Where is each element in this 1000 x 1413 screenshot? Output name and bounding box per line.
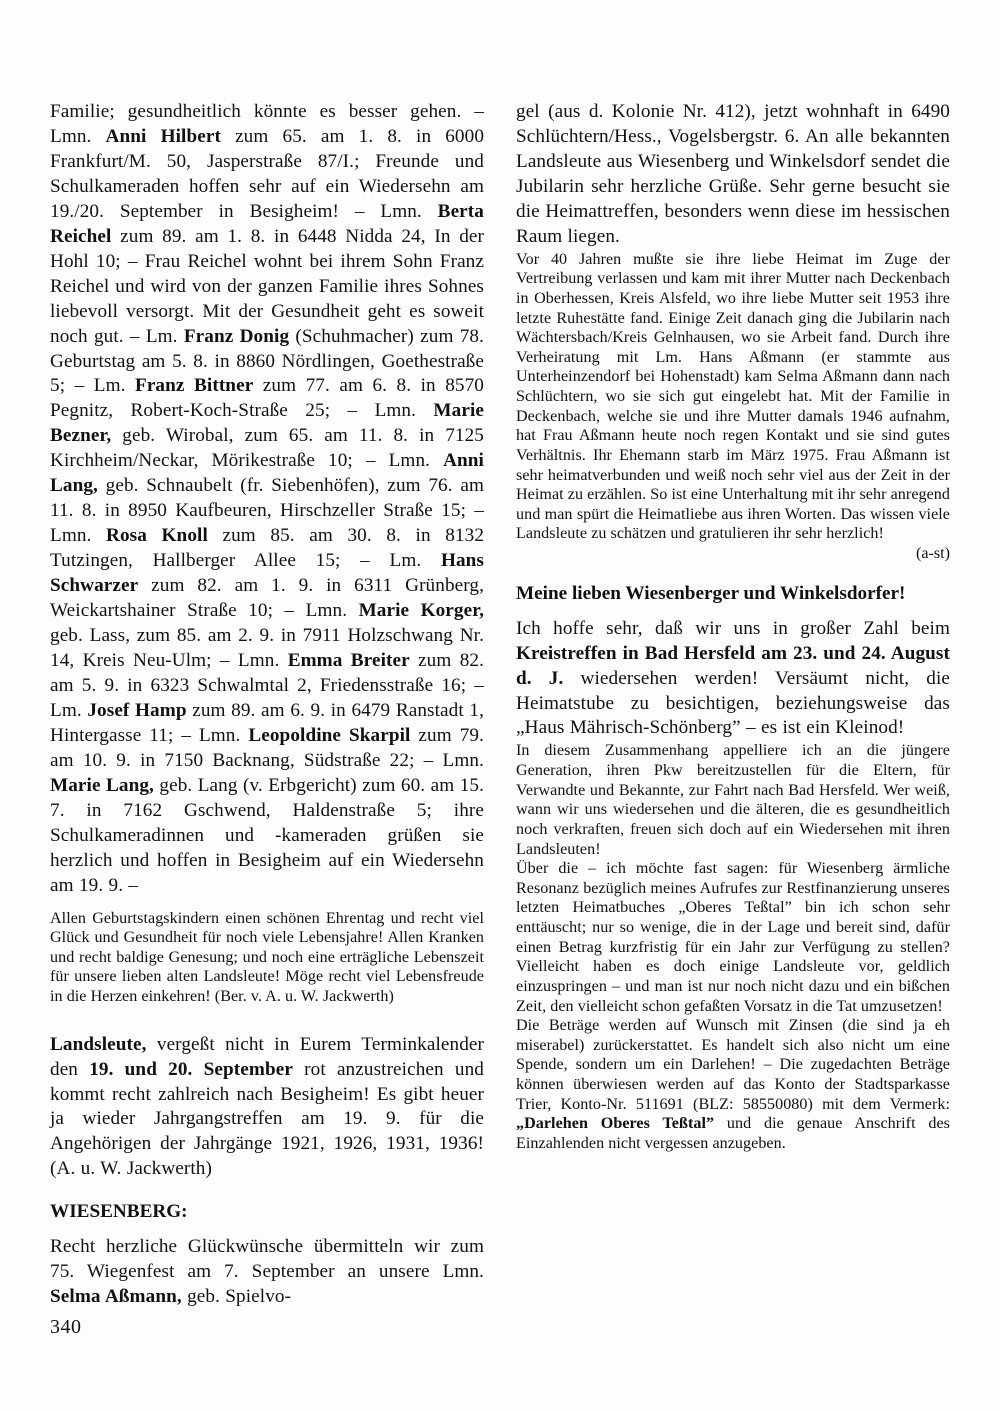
spacer (50, 1225, 484, 1235)
spacer (50, 1007, 484, 1033)
birthday-list-paragraph: Familie; gesundheitlich könnte es besser gehen. – Lmn. Anni Hilbert zum 65. am 1. 8. in 6000 Frankfurt/M. 50, Jasperstraße 87/I.; Freunde und Schulkameraden hoffen sehr auf ein Wiedersehn am 19./20. September in Besigheim! – Lmn. Berta Reichel zum 89. am 1. 8. in 6448 Nidda 24, In der Hohl 10; – Frau Reichel wohnt bei ihrem Sohn Franz Reichel und wird von der ganzen Familie ihres Sohnes liebevoll versorgt. Mit der Gesundheit geht es soweit noch gut. – Lm. Franz Donig (Schuhmacher) zum 78. Geburtstag am 5. 8. in 8860 Nördlingen, Goethestraße 5; – Lm. Franz Bittner zum 77. am 6. 8. in 8570 Pegnitz, Robert-Koch-Straße 25; – Lmn. Marie Bezner, geb. Wirobal, zum 65. am 11. 8. in 7125 Kirchheim/Neckar, Mörikestraße 10; – Lmn. Anni Lang, geb. Schnaubelt (fr. Siebenhöfen), zum 76. am 11. 8. in 8950 Kaufbeuren, Hirschzeller Straße 15; – Lmn. Rosa Knoll zum 85. am 30. 8. in 8132 Tutzingen, Hallberger Allee 15; – Lm. Hans Schwarzer zum 82. am 1. 9. in 6311 Grünberg, Weickartshainer Straße 10; – Lmn. Marie Korger, geb. Lass, zum 85. am 2. 9. in 7911 Holzschwang Nr. 14, Kreis Neu-Ulm; – Lmn. Emma Breiter zum 82. am 5. 9. in 6323 Schwalmtal 2, Friedensstraße 16; – Lm. Josef Hamp zum 89. am 6. 9. in 6479 Ranstadt 1, Hintergasse 11; – Lmn. Leopoldine Skarpil zum 79. am 10. 9. in 7150 Backnang, Südstraße 22; – Lmn. Marie Lang, geb. Lang (v. Erbgericht) zum 60. am 15. 7. in 7162 Gschwend, Haldenstraße 5; ihre Schulkameradinnen und -kameraden grüßen sie herzlich und hoffen in Besigheim auf ein Wiedersehn am 19. 9. – (50, 101, 485, 896)
appeal-intro-paragraph: Ich hoffe sehr, daß wir uns in großer Zahl beim Kreistreffen in Bad Hersfeld am 23. und 24. August d. J. wiedersehen werden! Versäumt nicht, die Heimatstube zu besichtigen, beziehungsweise das „Haus Mährisch-Schönberg” – es ist ein Kleinod! (516, 617, 950, 739)
spacer (50, 899, 484, 909)
wiesenberg-intro-paragraph: Recht herzliche Glückwünsche übermitteln wir zum 75. Wiegenfest am 7. September an unsere Lmn. Selma Aßmann, geb. Spielvo- (50, 1236, 484, 1308)
spacer (516, 607, 950, 617)
assmann-continued-paragraph: gel (aus d. Kolonie Nr. 412), jetzt wohnhaft in 6490 Schlüchtern/Hess., Vogelsbergstr. 6. An alle bekannten Landsleute aus Wiesenberg und Winkelsdorf sendet die Jubilarin sehr herzliche Grüße. Sehr gerne besucht sie die Heimattreffen, besonders wenn diese im hessischen Raum liegen. (516, 101, 950, 247)
two-column-layout (50, 100, 950, 1310)
appeal-body-paragraph-1: In diesem Zusammenhang appelliere ich an die jüngere Generation, ihren Pkw bereitzustellen für die Eltern, für Verwandte und Bekannte, zur Fahrt nach Bad Hersfeld. Wer weiß, wann wir uns wiedersehen und die älteren, die es gesundheitlich noch verkraften, freuen sich doch auf ein Wiedersehen mit ihren Landsleuten! (516, 742, 950, 858)
spacer (516, 564, 950, 582)
page-number: 340 (50, 1316, 82, 1338)
assmann-signature: (a-st) (916, 545, 950, 563)
appeal-body-paragraph-2: Über die – ich möchte fast sagen: für Wiesenberg ärmliche Resonanz bezüglich meines Aufrufes zur Restfinanzierung unseres letzten Heimatbuches „Oberes Teßtal” bin ich schon sehr enttäuscht; nur so wenige, die in der Lage und bereit sind, dafür einen Betrag kurzfristig für ein Jahr zur Verfügung zu stellen? Vielleicht haben es doch einige Landsleute vor, geldlich einzuspringen – und man ist nur noch nicht dazu und ein bißchen Zeit, den vielleicht schon gefaßten Vorsatz in die Tat umzusetzen! (516, 860, 950, 1015)
wiesenberg-heading: WIESENBERG: (50, 1201, 188, 1223)
birthday-wishes-paragraph: Allen Geburtstagskindern einen schönen Ehrentag und recht viel Glück und Gesundheit für noch viele Lebensjahre! Allen Kranken und recht baldige Genesung; und noch eine erträgliche Lebenszeit für unsere lieben alten Landsleute! Möge recht viel Lebensfreude in die Herzen einkehren! (Ber. v. A. u. W. Jackwerth) (50, 909, 484, 1005)
right-column (516, 100, 950, 1310)
appeal-heading: Meine lieben Wiesenberger und Winkelsdorfer! (516, 582, 906, 604)
spacer (50, 1182, 484, 1200)
assmann-biography-paragraph: Vor 40 Jahren mußte sie ihre liebe Heimat im Zuge der Vertreibung verlassen und kam mit ihrer Mutter nach Deckenbach in Oberhessen, Kreis Alsfeld, wo ihre liebe Mutter seit 1953 ihre letzte Ruhestätte fand. Einige Zeit danach ging die Jubilarin nach Wächtersbach/Kreis Gelnhausen, wo sie Arbeit fand. Durch ihre Verheiratung mit Lm. Hans Aßmann (er stammte aus Unterheinzendorf bei Hohenstadt) kam Selma Aßmann dann nach Schlüchtern, wo sie sich gut eingelebt hat. Mit der Familie in Deckenbach, welche sie und ihre Mutter damals 1946 aufnahm, hat Frau Aßmann heute noch regen Kontakt und sie sind gutes Verhältnis. Ihr Ehemann starb im März 1975. Frau Aßmann ist sehr heimatverbunden und weiß noch sehr viel aus der Zeit in der Heimat zu erzählen. So ist eine Unterhaltung mit ihr sehr anregend und man spürt die Heimatliebe aus ihren Worten. Das wissen viele Landsleute zu schätzen und gratulieren ihr sehr herzlich! (516, 250, 950, 543)
landsleute-notice-paragraph: Landsleute, vergeßt nicht in Eurem Terminkalender den 19. und 20. September rot anzustreichen und kommt recht zahlreich nach Besigheim! Es gibt heuer ja wieder Jahrgangstreffen am 19. 9. für die Angehörigen der Jahrgänge 1921, 1926, 1931, 1936! (A. u. W. Jackwerth) (50, 1033, 484, 1180)
left-column (50, 100, 484, 1310)
appeal-body-paragraph-3: Die Beträge werden auf Wunsch mit Zinsen (die sind ja eh miserabel) zurückerstattet. Es handelt sich also nicht um eine Spende, sondern um ein Darlehen! – Die zugedachten Beträge können überwiesen werden auf das Konto der Stadtsparkasse Trier, Konto-Nr. 511691 (BLZ: 58550080) mit dem Vermerk: „Darlehen Oberes Teßtal” und die genaue Anschrift des Einzahlenden nicht vergessen anzugeben. (516, 1017, 950, 1152)
